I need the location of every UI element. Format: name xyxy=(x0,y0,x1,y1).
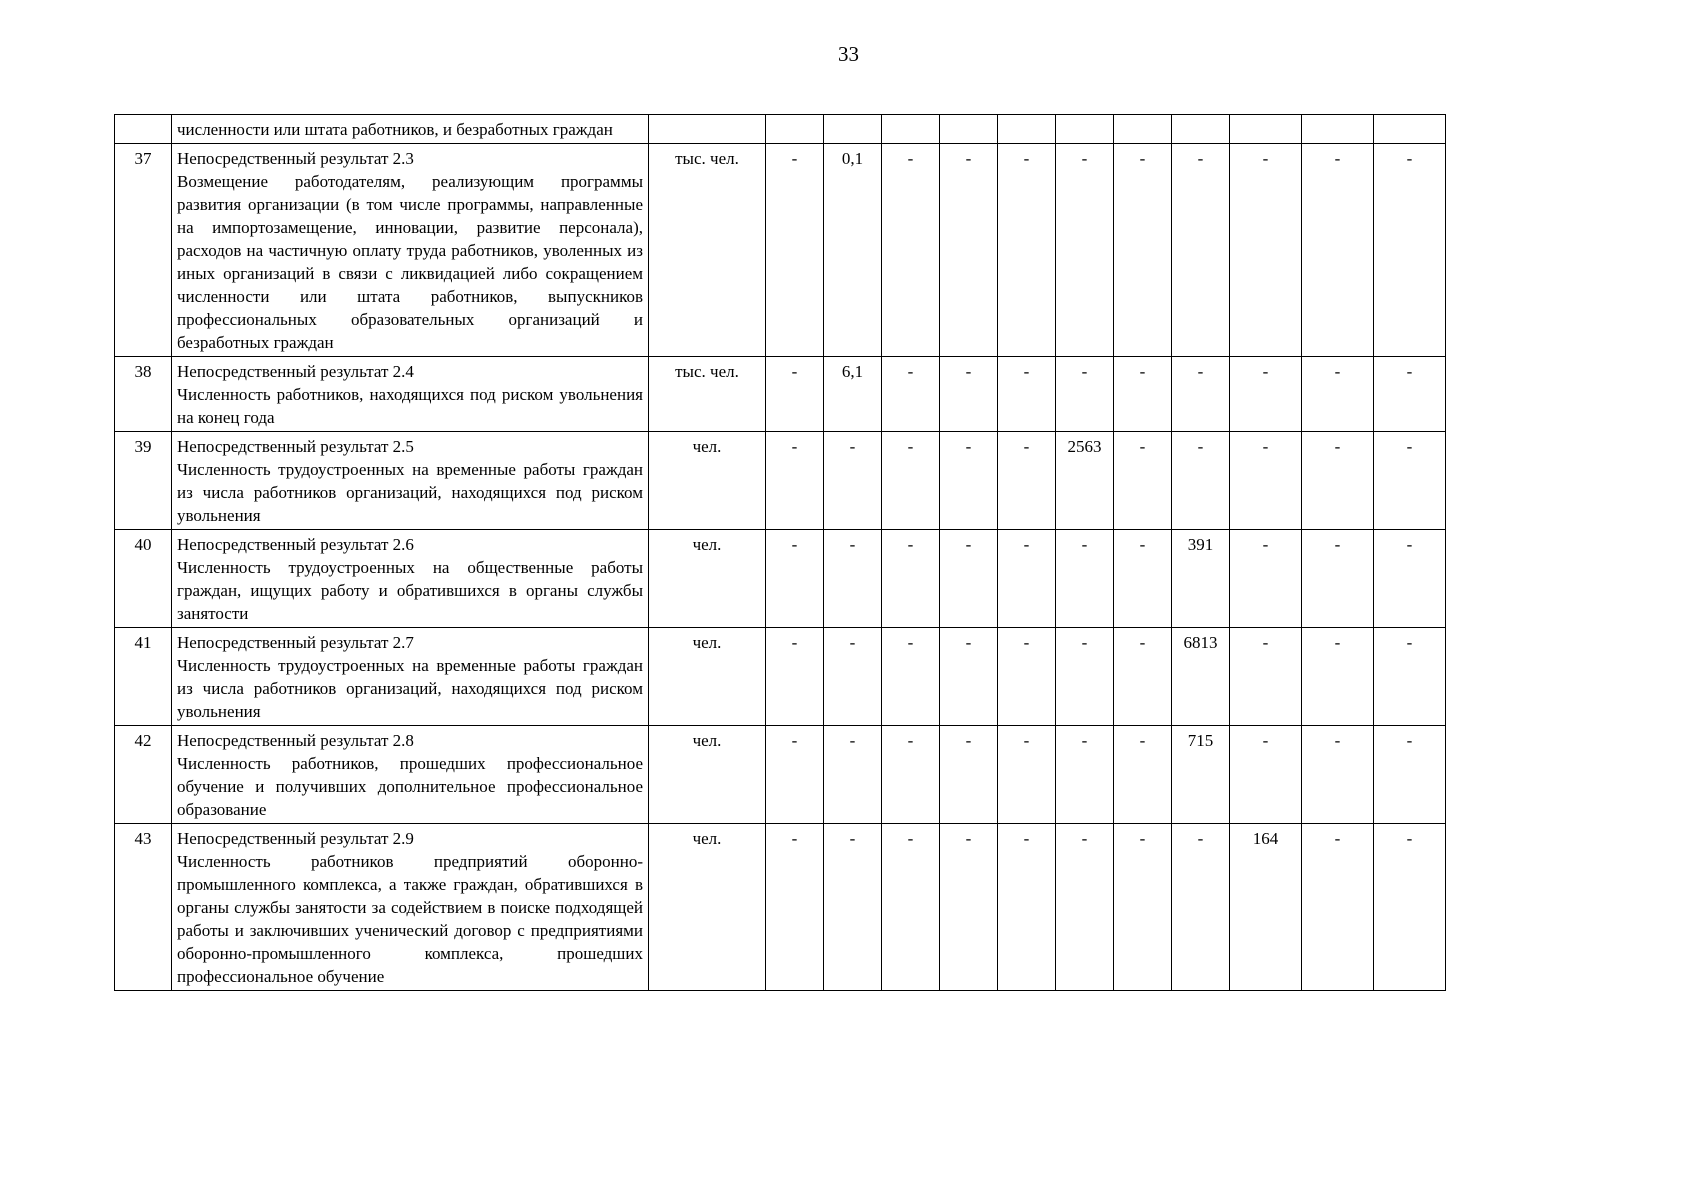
indicator-description xyxy=(172,144,649,357)
value-cell: - xyxy=(1302,530,1374,628)
value-cell: - xyxy=(1302,824,1374,991)
value-cell: - xyxy=(1374,357,1446,432)
value-cell: - xyxy=(882,144,940,357)
row-number xyxy=(115,115,172,144)
indicator-text: Численность работников, прошедших профессиональное обучение и получивших дополнительное профессиональное образование xyxy=(177,754,643,819)
value-cell xyxy=(1230,115,1302,144)
unit-of-measure: чел. xyxy=(649,530,766,628)
value-cell: - xyxy=(1302,357,1374,432)
row-number: 40 xyxy=(115,530,172,628)
value-cell xyxy=(1114,115,1172,144)
unit-of-measure: тыс. чел. xyxy=(649,144,766,357)
indicator-title: Непосредственный результат 2.5 xyxy=(177,437,414,456)
value-cell: - xyxy=(1114,357,1172,432)
value-cell: - xyxy=(1230,726,1302,824)
value-cell: - xyxy=(998,144,1056,357)
value-cell: - xyxy=(998,824,1056,991)
value-cell: 6813 xyxy=(1172,628,1230,726)
value-cell: - xyxy=(1230,628,1302,726)
value-cell: - xyxy=(1172,824,1230,991)
value-cell: - xyxy=(824,726,882,824)
value-cell: - xyxy=(1056,530,1114,628)
value-cell: - xyxy=(998,726,1056,824)
indicator-description xyxy=(172,357,649,432)
value-cell: - xyxy=(940,824,998,991)
table-row xyxy=(115,726,1446,824)
value-cell: - xyxy=(1230,530,1302,628)
value-cell: - xyxy=(1114,628,1172,726)
value-cell: - xyxy=(1056,726,1114,824)
value-cell: 6,1 xyxy=(824,357,882,432)
value-cell: 391 xyxy=(1172,530,1230,628)
value-cell: - xyxy=(824,824,882,991)
unit-of-measure: тыс. чел. xyxy=(649,357,766,432)
table-body xyxy=(115,115,1446,991)
value-cell: 164 xyxy=(1230,824,1302,991)
indicator-description xyxy=(172,530,649,628)
row-number: 37 xyxy=(115,144,172,357)
results-table xyxy=(114,114,1446,991)
value-cell: - xyxy=(882,726,940,824)
indicator-text: Численность трудоустроенных на общественные работы граждан, ищущих работу и обратившихся в органы службы занятости xyxy=(177,558,643,623)
value-cell xyxy=(766,115,824,144)
value-cell: - xyxy=(1374,530,1446,628)
value-cell xyxy=(1302,115,1374,144)
value-cell: 2563 xyxy=(1056,432,1114,530)
indicator-text: Возмещение работодателям, реализующим программы развития организации (в том числе программы, направленные на импортозамещение, инновации, развитие персонала), расходов на частичную оплату труда работников, уволенных из иных организаций в связи с ликвидацией либо сокращением численности или штата работников, выпускников профессиональных образовательных организаций и безработных граждан xyxy=(177,172,643,352)
value-cell: - xyxy=(940,726,998,824)
indicator-description xyxy=(172,628,649,726)
value-cell: - xyxy=(940,144,998,357)
row-number: 41 xyxy=(115,628,172,726)
value-cell: - xyxy=(1056,357,1114,432)
indicator-title: Непосредственный результат 2.6 xyxy=(177,535,414,554)
value-cell: - xyxy=(998,628,1056,726)
value-cell: - xyxy=(940,530,998,628)
unit-of-measure xyxy=(649,115,766,144)
value-cell: - xyxy=(882,530,940,628)
indicator-text: численности или штата работников, и безработных граждан xyxy=(177,120,613,139)
value-cell: - xyxy=(766,357,824,432)
value-cell: - xyxy=(998,357,1056,432)
value-cell: - xyxy=(1374,628,1446,726)
value-cell: - xyxy=(1114,432,1172,530)
value-cell: 715 xyxy=(1172,726,1230,824)
unit-of-measure: чел. xyxy=(649,726,766,824)
value-cell: - xyxy=(1172,432,1230,530)
value-cell: - xyxy=(766,628,824,726)
value-cell: - xyxy=(882,357,940,432)
value-cell: - xyxy=(940,357,998,432)
indicator-title: Непосредственный результат 2.8 xyxy=(177,731,414,750)
unit-of-measure: чел. xyxy=(649,628,766,726)
indicator-description xyxy=(172,432,649,530)
value-cell: - xyxy=(1302,432,1374,530)
value-cell: - xyxy=(824,530,882,628)
value-cell xyxy=(1172,115,1230,144)
value-cell: - xyxy=(1172,144,1230,357)
indicator-description xyxy=(172,824,649,991)
indicator-title: Непосредственный результат 2.9 xyxy=(177,829,414,848)
value-cell xyxy=(882,115,940,144)
value-cell: - xyxy=(1374,144,1446,357)
value-cell: - xyxy=(1374,726,1446,824)
value-cell: - xyxy=(824,432,882,530)
value-cell: - xyxy=(1114,824,1172,991)
value-cell xyxy=(998,115,1056,144)
table-row xyxy=(115,628,1446,726)
table-row xyxy=(115,824,1446,991)
indicator-text: Численность работников предприятий оборонно-промышленного комплекса, а также граждан, обратившихся в органы службы занятости за содействием в поиске подходящей работы и заключивших ученический договор с предприятиями оборонно-промышленного комплекса, прошедших профессиональное обучение xyxy=(177,852,643,986)
table-row xyxy=(115,357,1446,432)
row-number: 39 xyxy=(115,432,172,530)
value-cell xyxy=(1374,115,1446,144)
indicator-text: Численность трудоустроенных на временные работы граждан из числа работников организаций, находящихся под риском увольнения xyxy=(177,656,643,721)
indicator-description xyxy=(172,115,649,144)
indicator-text: Численность трудоустроенных на временные работы граждан из числа работников организаций, находящихся под риском увольнения xyxy=(177,460,643,525)
table-row xyxy=(115,530,1446,628)
value-cell: - xyxy=(1056,824,1114,991)
value-cell xyxy=(1056,115,1114,144)
table-row xyxy=(115,144,1446,357)
indicator-title: Непосредственный результат 2.3 xyxy=(177,149,414,168)
indicator-description xyxy=(172,726,649,824)
indicator-title: Непосредственный результат 2.7 xyxy=(177,633,414,652)
table-row xyxy=(115,432,1446,530)
page-number: 33 xyxy=(838,42,859,66)
value-cell: - xyxy=(1114,530,1172,628)
unit-of-measure: чел. xyxy=(649,824,766,991)
value-cell: - xyxy=(1230,432,1302,530)
value-cell xyxy=(940,115,998,144)
row-number: 43 xyxy=(115,824,172,991)
value-cell: - xyxy=(998,530,1056,628)
value-cell: - xyxy=(998,432,1056,530)
value-cell: - xyxy=(1114,726,1172,824)
value-cell: - xyxy=(1302,144,1374,357)
value-cell: - xyxy=(766,824,824,991)
value-cell: - xyxy=(1302,628,1374,726)
value-cell: - xyxy=(940,628,998,726)
value-cell: - xyxy=(766,144,824,357)
value-cell: 0,1 xyxy=(824,144,882,357)
row-number: 38 xyxy=(115,357,172,432)
value-cell: - xyxy=(1056,628,1114,726)
indicator-text: Численность работников, находящихся под риском увольнения на конец года xyxy=(177,385,643,427)
value-cell: - xyxy=(1302,726,1374,824)
value-cell: - xyxy=(1230,357,1302,432)
value-cell: - xyxy=(1374,432,1446,530)
row-number: 42 xyxy=(115,726,172,824)
value-cell xyxy=(824,115,882,144)
indicator-title: Непосредственный результат 2.4 xyxy=(177,362,414,381)
value-cell: - xyxy=(882,432,940,530)
value-cell: - xyxy=(1374,824,1446,991)
value-cell: - xyxy=(766,530,824,628)
value-cell: - xyxy=(1230,144,1302,357)
value-cell: - xyxy=(766,432,824,530)
value-cell: - xyxy=(940,432,998,530)
value-cell: - xyxy=(882,824,940,991)
unit-of-measure: чел. xyxy=(649,432,766,530)
value-cell: - xyxy=(882,628,940,726)
value-cell: - xyxy=(766,726,824,824)
value-cell: - xyxy=(1056,144,1114,357)
value-cell: - xyxy=(1172,357,1230,432)
value-cell: - xyxy=(1114,144,1172,357)
table-row xyxy=(115,115,1446,144)
value-cell: - xyxy=(824,628,882,726)
